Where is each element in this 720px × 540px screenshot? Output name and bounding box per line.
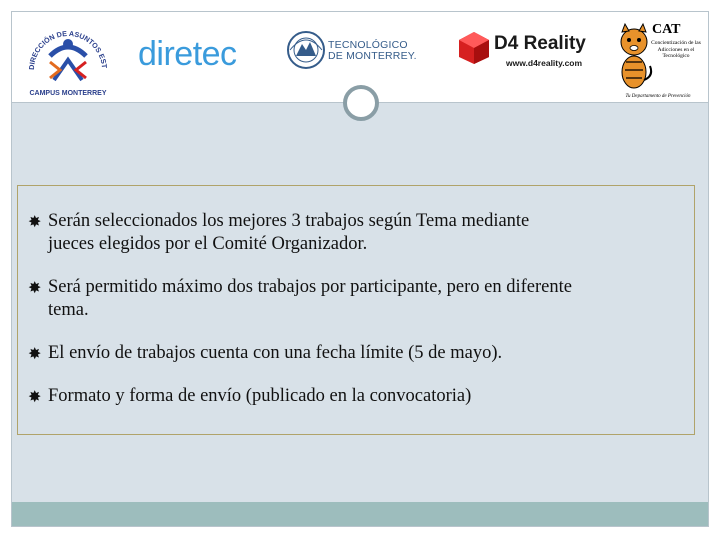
d4-cube-icon bbox=[456, 30, 492, 66]
diretec-wordmark: diretec bbox=[138, 35, 237, 73]
footer-bar bbox=[12, 502, 708, 526]
diretec-logo bbox=[138, 34, 260, 74]
dae-logo bbox=[20, 18, 116, 98]
bullet-line: Formato y forma de envío (publicado en la convocatoria) bbox=[48, 386, 472, 406]
cat-subtitle: Concientización de las Adicciones en el Tecnológico bbox=[651, 40, 701, 59]
bullet-text bbox=[48, 385, 688, 408]
cat-caption: Tu Departamento de Prevención bbox=[625, 94, 691, 99]
tec-line2: DE MONTERREY. bbox=[328, 50, 417, 62]
content-box bbox=[17, 185, 695, 435]
d4-url: www.d4reality.com bbox=[506, 58, 583, 68]
cat-title: CAT bbox=[652, 22, 681, 37]
bullet-line: El envío de trabajos cuenta con una fecha límite (5 de mayo). bbox=[48, 343, 503, 363]
decorative-ring bbox=[343, 85, 379, 121]
d4-reality-logo bbox=[456, 30, 596, 74]
slide bbox=[12, 12, 708, 526]
bullet-text bbox=[48, 210, 688, 256]
tec-line1: TECNOLÓGICO bbox=[328, 39, 408, 51]
dae-emblem-icon bbox=[20, 18, 116, 98]
bullet-text bbox=[48, 342, 688, 365]
tec-seal-icon bbox=[286, 28, 326, 72]
bullet-item bbox=[28, 276, 688, 322]
dae-bottom-text: CAMPUS MONTERREY bbox=[29, 90, 107, 97]
asterisk-star-icon: ✸ bbox=[28, 344, 42, 363]
asterisk-star-icon: ✸ bbox=[28, 212, 42, 231]
cat-logo bbox=[614, 20, 702, 100]
d4-name: D4 Reality bbox=[494, 33, 586, 54]
asterisk-star-icon: ✸ bbox=[28, 278, 42, 297]
bullet-line: Serán seleccionados los mejores 3 trabajos según Tema mediante bbox=[48, 211, 530, 231]
tec-wordmark bbox=[328, 40, 417, 62]
dae-top-text: DIRECCIÓN DE ASUNTOS EST bbox=[26, 28, 110, 71]
tiger-mascot-icon bbox=[614, 22, 654, 92]
asterisk-star-icon: ✸ bbox=[28, 387, 42, 406]
bullet-item bbox=[28, 342, 688, 365]
bullet-line: tema. bbox=[48, 300, 89, 320]
bullet-line: Será permitido máximo dos trabajos por participante, pero en diferente bbox=[48, 277, 572, 297]
bullet-line: jueces elegidos por el Comité Organizador. bbox=[48, 234, 368, 254]
tec-monterrey-logo bbox=[286, 24, 426, 80]
bullet-text bbox=[48, 276, 688, 322]
bullet-list bbox=[28, 210, 688, 428]
bullet-item bbox=[28, 210, 688, 256]
bullet-item bbox=[28, 385, 688, 408]
